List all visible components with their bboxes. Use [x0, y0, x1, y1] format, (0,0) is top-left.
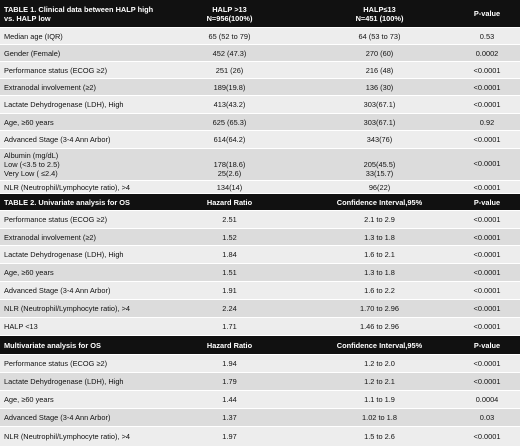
row-hazard-ratio: 1.94 — [222, 359, 237, 368]
table-row — [0, 391, 520, 409]
row-label: Age, ≥60 years — [4, 268, 54, 277]
table-row — [0, 28, 520, 45]
table-row — [0, 114, 520, 131]
albumin-label-line2: Low (<3.5 to 2.5) — [4, 160, 60, 169]
albumin-label-line3: Very Low ( ≤2.4) — [4, 169, 58, 178]
row-hazard-ratio: 2.24 — [222, 304, 237, 313]
table-row — [0, 264, 520, 282]
row-hazard-ratio: 1.71 — [222, 322, 237, 331]
table-row — [0, 131, 520, 149]
table1-title-line2: vs. HALP low — [4, 13, 51, 23]
row-value-high: 452 (47.3) — [212, 48, 247, 58]
row-pvalue: <0.0001 — [473, 232, 501, 242]
table2-col2-header: Hazard Ratio — [206, 197, 253, 207]
row-pvalue: <0.0001 — [473, 304, 501, 313]
row-pvalue: <0.0001 — [473, 250, 501, 259]
table1-title-line1: TABLE 1. Clinical data between HALP high — [4, 4, 154, 14]
table1-col2-header — [150, 5, 305, 23]
table-row — [0, 409, 520, 427]
row-value-high: 65 (52 to 79) — [208, 31, 251, 41]
row-value-low: 216 (48) — [365, 65, 394, 75]
row-value-low: 270 (60) — [365, 48, 394, 58]
albumin-label-line1: Albumin (mg/dL) — [4, 151, 59, 160]
row-pvalue: 0.03 — [479, 413, 495, 422]
row-pvalue: 0.92 — [479, 117, 495, 127]
row-pvalue: <0.0001 — [473, 215, 501, 224]
row-pvalue: <0.0001 — [473, 432, 501, 441]
row-label: Age, ≥60 years — [4, 117, 54, 127]
row-confidence-interval: 1.70 to 2.96 — [359, 304, 400, 313]
table-row — [0, 427, 520, 446]
albumin-low-high: 178(18.6) — [213, 160, 246, 169]
table-row — [0, 45, 520, 62]
row-label: Lactate Dehydrogenase (LDH), High — [4, 100, 124, 109]
table2-title: TABLE 2. Univariate analysis for OS — [4, 197, 130, 207]
row-hazard-ratio: 1.44 — [222, 395, 237, 404]
table-row — [0, 96, 520, 114]
row-label: Performance status (ECOG ≥2) — [4, 215, 108, 224]
table3-col4-header: P-value — [473, 340, 501, 350]
row-confidence-interval: 1.2 to 2.1 — [364, 377, 395, 386]
table2-col4-header: P-value — [473, 197, 501, 207]
table2-header — [0, 194, 520, 211]
table1-col3-line1: HALP≤13 — [363, 4, 396, 14]
table-row — [0, 211, 520, 229]
row-value-high: 614(64.2) — [213, 135, 246, 144]
row-hazard-ratio: 1.91 — [222, 286, 237, 295]
albumin-verylow-high: 25(2.6) — [217, 169, 242, 178]
row-value-low: 303(67.1) — [363, 117, 396, 127]
row-label: Extranodal involvement (≥2) — [4, 82, 96, 92]
row-confidence-interval: 1.3 to 1.8 — [364, 232, 395, 242]
row-pvalue: <0.0001 — [473, 100, 501, 109]
albumin-verylow-low: 33(15.7) — [365, 169, 394, 178]
row-pvalue: 0.0002 — [475, 48, 499, 58]
table1-col2-line1: HALP >13 — [212, 4, 247, 14]
table3-title: Multivariate analysis for OS — [4, 340, 101, 350]
row-label: NLR (Neutrophil/Lymphocyte ratio), >4 — [4, 182, 131, 192]
table-row — [0, 373, 520, 391]
row-hazard-ratio: 1.84 — [222, 250, 237, 259]
row-label: Advanced Stage (3-4 Ann Arbor) — [4, 286, 111, 295]
row-label: Advanced Stage (3-4 Ann Arbor) — [4, 413, 111, 422]
row-hazard-ratio: 1.52 — [222, 232, 237, 242]
row-value-high: 413(43.2) — [213, 100, 246, 109]
row-pvalue: 0.0004 — [475, 395, 499, 404]
albumin-label — [0, 151, 150, 178]
row-confidence-interval: 2.1 to 2.9 — [364, 215, 395, 224]
table1-col3-header — [305, 5, 450, 23]
row-value-high: 189(19.8) — [213, 82, 246, 92]
row-value-low: 96(22) — [368, 182, 391, 192]
row-hazard-ratio: 1.51 — [222, 268, 237, 277]
row-pvalue: <0.0001 — [473, 182, 501, 192]
row-label: Lactate Dehydrogenase (LDH), High — [4, 377, 124, 386]
row-pvalue: <0.0001 — [473, 322, 501, 331]
table-row — [0, 300, 520, 318]
row-label: NLR (Neutrophil/Lymphocyte ratio), >4 — [4, 304, 131, 313]
row-hazard-ratio: 1.37 — [222, 413, 237, 422]
row-hazard-ratio: 1.79 — [222, 377, 237, 386]
row-value-high: 625 (65.3) — [212, 117, 247, 127]
row-pvalue: <0.0001 — [473, 286, 501, 295]
row-pvalue: <0.0001 — [473, 268, 501, 277]
row-pvalue: <0.0001 — [473, 135, 501, 144]
row-label: Performance status (ECOG ≥2) — [4, 65, 108, 75]
row-confidence-interval: 1.46 to 2.96 — [359, 322, 400, 331]
row-label: Extranodal involvement (≥2) — [4, 232, 96, 242]
row-label: NLR (Neutrophil/Lymphocyte ratio), >4 — [4, 432, 131, 441]
table1-header — [0, 0, 520, 28]
row-value-high: 251 (26) — [215, 65, 244, 75]
row-hazard-ratio: 2.51 — [222, 215, 237, 224]
row-pvalue: <0.0001 — [473, 82, 501, 92]
table3-col2-header: Hazard Ratio — [206, 340, 253, 350]
row-confidence-interval: 1.6 to 2.1 — [364, 250, 395, 259]
table1-title — [0, 4, 154, 23]
row-value-low: 343(76) — [366, 135, 393, 144]
row-pvalue: 0.53 — [479, 31, 495, 41]
row-label: Advanced Stage (3-4 Ann Arbor) — [4, 135, 111, 144]
table1-col4-header: P-value — [473, 9, 501, 18]
row-confidence-interval: 1.3 to 1.8 — [364, 268, 395, 277]
table-row — [0, 318, 520, 336]
table3-col3-header: Confidence Interval,95% — [336, 340, 423, 350]
row-confidence-interval: 1.5 to 2.6 — [364, 432, 395, 441]
row-hazard-ratio: 1.97 — [222, 432, 237, 441]
table2-col3-header: Confidence Interval,95% — [336, 197, 423, 207]
row-label: Lactate Dehydrogenase (LDH), High — [4, 250, 124, 259]
albumin-low-low: 205(45.5) — [363, 160, 396, 169]
table-row — [0, 246, 520, 264]
row-pvalue: <0.0001 — [473, 377, 501, 386]
row-value-low: 303(67.1) — [363, 100, 396, 109]
row-label: Performance status (ECOG ≥2) — [4, 359, 108, 368]
albumin-values-high — [150, 160, 305, 178]
row-pvalue: <0.0001 — [473, 65, 501, 75]
row-label: Gender (Female) — [4, 48, 61, 58]
row-pvalue: <0.0001 — [473, 359, 501, 368]
row-confidence-interval: 1.6 to 2.2 — [364, 286, 395, 295]
table-row — [0, 282, 520, 300]
table-row — [0, 79, 520, 96]
row-confidence-interval: 1.1 to 1.9 — [364, 395, 395, 404]
table1-col2-line2: N=956(100%) — [206, 13, 253, 23]
row-confidence-interval: 1.2 to 2.0 — [364, 359, 395, 368]
row-label: Age, ≥60 years — [4, 395, 54, 404]
table-row — [0, 181, 520, 194]
table-row — [0, 229, 520, 246]
row-confidence-interval: 1.02 to 1.8 — [362, 413, 397, 422]
row-value-low: 64 (53 to 73) — [358, 31, 401, 41]
row-label: Median age (IQR) — [4, 31, 63, 41]
albumin-values-low — [305, 160, 450, 178]
table1-col3-line2: N=451 (100%) — [355, 13, 404, 23]
row-value-high: 134(14) — [216, 182, 243, 192]
table-row-albumin — [0, 149, 520, 181]
table3-header — [0, 336, 520, 355]
row-label: HALP <13 — [4, 322, 38, 331]
albumin-pvalue: <0.0001 — [473, 159, 501, 168]
row-value-low: 136 (30) — [365, 82, 394, 92]
table-row — [0, 355, 520, 373]
table-row — [0, 62, 520, 79]
